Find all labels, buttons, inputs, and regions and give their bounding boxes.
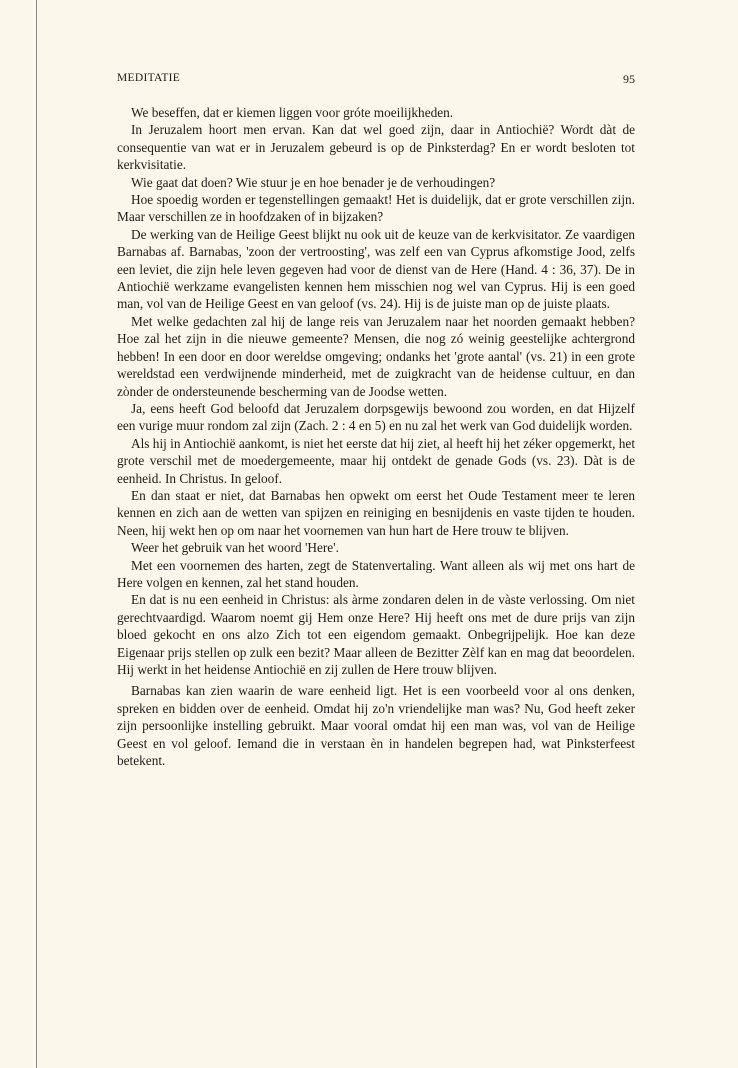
paragraph: Als hij in Antiochië aankomt, is niet het eerste dat hij ziet, al heeft hij het zéker opgemerkt, het grote verschil met de moedergemeente, maar hij ontdekt de genade Gods (vs. 23). Dàt is de eenheid. In Christus. In geloof. (117, 435, 636, 486)
paragraph: Wie gaat dat doen? Wie stuur je en hoe benader je de verhoudingen? (131, 174, 496, 190)
article-body (117, 104, 635, 769)
paragraph: Weer het gebruik van het woord 'Here'. (131, 540, 339, 556)
page-header (117, 72, 635, 90)
page-edge-line (36, 0, 37, 1068)
paragraph: Met een voornemen des harten, zegt de Statenvertaling. Want alleen als wij met ons hart de Here volgen en kennen, zal het stand houden. (117, 557, 635, 590)
paragraph: Barnabas kan zien waarin de ware eenheid ligt. Het is een voorbeeld voor al ons denken, spreken en bidden over de eenheid. Omdat hij zo'n vriendelijke man was? Nu, God heeft zeker zijn persoonlijke instelling gebruikt. Maar vooral omdat hij een man was, vol van de Heilige Geest en vol geloof. Iemand die in verstaan èn in handelen begrepen had, wat Pinksterfeest betekent. (117, 683, 635, 769)
paragraph: Ja, eens heeft God beloofd dat Jeruzalem dorpsgewijs bewoond zou worden, en dat Hijzelf een vurige muur rondom zal zijn (Zach. 2 : 4 en 5) en nu zal het werk van God duidelijk worden. (117, 400, 635, 434)
paragraph: Hoe spoedig worden er tegenstellingen gemaakt! Het is duidelijk, dat er grote verschillen zijn. Maar verschillen ze in hoofdzaken of in bijzaken? (117, 192, 635, 225)
paragraph: Met welke gedachten zal hij de lange reis van Jeruzalem naar het noorden gemaakt hebben? Hoe zal het zijn in die nieuwe gemeente? Mensen, die nog zó weinig geestelijke achtergrond hebben! In een door en door wereldse omgeving; ondanks het 'grote aantal' (vs. 21) in een grote wereldstad een verdwijnende minderheid, met de zuigkracht van de heidense cultuur, en dan zònder de ondersteunende bescherming van de Joodse wetten. (117, 313, 635, 399)
paragraph: In Jeruzalem hoort men ervan. Kan dat wel goed zijn, daar in Antiochië? Wordt dàt de consequentie van wat er in Jeruzalem gebeurd is op de Pinksterdag? En er wordt besloten tot kerkvisitatie. (117, 122, 635, 173)
running-title: MEDITATIE (117, 72, 181, 84)
paragraph: De werking van de Heilige Geest blijkt nu ook uit de keuze van de kerkvisitator. Ze vaardigen Barnabas af. Barnabas, 'zoon der vertroosting', was zelf een van Cyprus afkomstige Jood, zelfs een leviet, die zijn hele leven gegeven had voor de dienst van de Here (Hand. 4 : 36, 37). De in Antiochië werkzame evangelisten kennen hem misschien nog wel van Cyprus. Hij is een goed man, vol van de Heilige Geest en van geloof (vs. 24). Hij is de juiste man op de juiste plaats. (117, 226, 635, 312)
paragraph: En dat is nu een eenheid in Christus: als àrme zondaren delen in de vàste verlossing. Om niet gerechtvaardigd. Waarom noemt gij Hem onze Here? Hij heeft ons met de dure prijs van zijn bloed gekocht en ons alzo Zich tot een eigendom gemaakt. Onbegrijpelijk. Hoe kan deze Eigenaar prijs stellen op zulk een bezit? Maar alleen de Bezitter Zèlf kan en mag dat beoordelen. Hij werkt in het heidense Antiochië en zij zullen de Here trouw blijven. (117, 592, 635, 677)
page-number: 95 (623, 72, 635, 86)
paragraph: We beseffen, dat er kiemen liggen voor gróte moeilijkheden. (131, 105, 454, 120)
paragraph: En dan staat er niet, dat Barnabas hen opwekt om eerst het Oude Testament meer te leren kennen en zich aan de wetten van spijzen en reiniging en besnijdenis en vaste tijden te houden. Neen, hij wekt hen op om naar het voornemen van hun hart de Here trouw te blijven. (117, 487, 635, 538)
